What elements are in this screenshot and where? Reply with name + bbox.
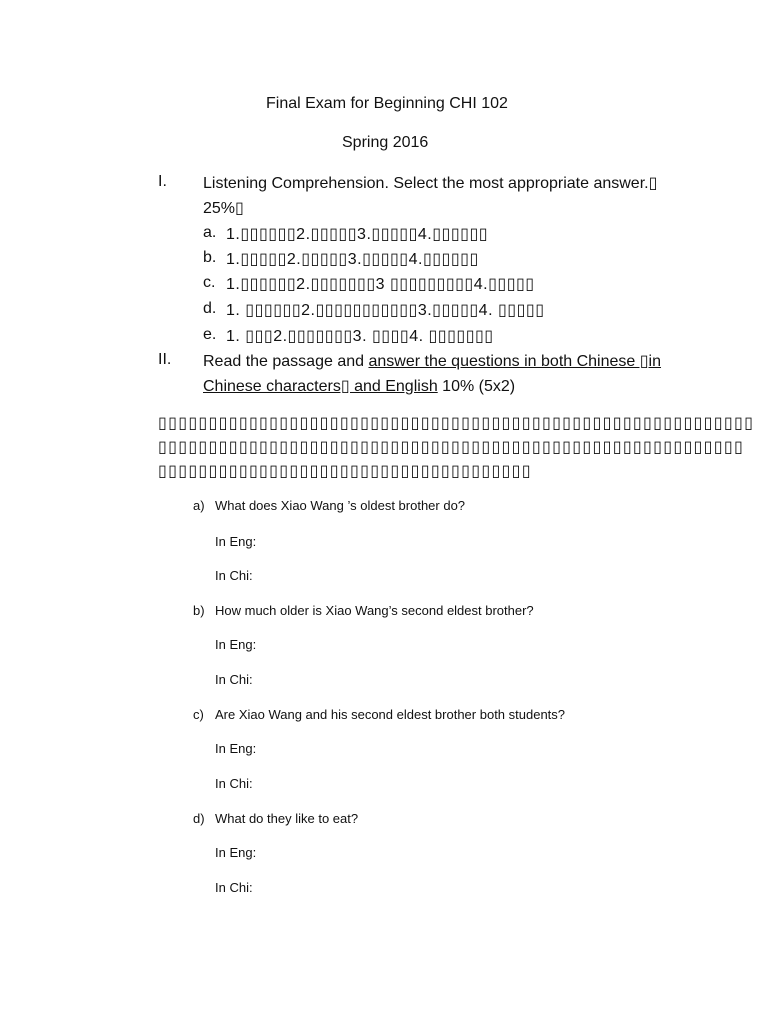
exam-term: Spring 2016: [342, 134, 429, 151]
question-text: Are Xiao Wang and his second eldest brother both students?: [215, 707, 566, 722]
question-letter: b): [193, 603, 205, 618]
mc-item-text: 1. ▯▯▯2.▯▯▯▯▯▯▯3. ▯▯▯▯4. ▯▯▯▯▯▯▯: [226, 328, 494, 345]
mc-item-letter: e.: [203, 326, 217, 343]
question-text: What do they like to eat?: [215, 811, 359, 826]
exam-title: Final Exam for Beginning CHI 102: [266, 95, 508, 112]
section-1-heading-cont: 25%▯: [203, 200, 244, 217]
question-text: How much older is Xiao Wang’s second eldest brother?: [215, 603, 534, 618]
answer-eng-label: In Eng:: [215, 845, 257, 860]
section-1-heading: Listening Comprehension. Select the most appropriate answer.▯: [203, 175, 658, 192]
answer-chi-label: In Chi:: [215, 672, 253, 687]
question-letter: d): [193, 811, 205, 826]
mc-item-text: 1.▯▯▯▯▯2.▯▯▯▯▯3.▯▯▯▯▯4.▯▯▯▯▯▯: [226, 251, 479, 268]
passage-line: ▯▯▯▯▯▯▯▯▯▯▯▯▯▯▯▯▯▯▯▯▯▯▯▯▯▯▯▯▯▯▯▯▯▯▯▯▯▯▯▯▯▯▯▯▯▯▯▯▯▯▯▯▯▯▯▯▯▯▯: [158, 415, 755, 432]
mc-item-text: 1.▯▯▯▯▯▯2.▯▯▯▯▯▯▯3 ▯▯▯▯▯▯▯▯▯4.▯▯▯▯▯: [226, 276, 535, 293]
section-2-heading-plain: Read the passage and: [203, 353, 369, 370]
section-2-heading: [203, 351, 661, 371]
mc-item-letter: c.: [203, 274, 216, 291]
passage-line: ▯▯▯▯▯▯▯▯▯▯▯▯▯▯▯▯▯▯▯▯▯▯▯▯▯▯▯▯▯▯▯▯▯▯▯▯▯: [158, 463, 532, 480]
question-letter: c): [193, 707, 204, 722]
section-1-number: I.: [158, 173, 167, 190]
section-2-points: 10% (5x2): [437, 378, 516, 395]
question-text: What does Xiao Wang ’s oldest brother do?: [215, 498, 466, 513]
passage-line: ▯▯▯▯▯▯▯▯▯▯▯▯▯▯▯▯▯▯▯▯▯▯▯▯▯▯▯▯▯▯▯▯▯▯▯▯▯▯▯▯▯▯▯▯▯▯▯▯▯▯▯▯▯▯▯▯▯▯: [158, 439, 745, 456]
answer-eng-label: In Eng:: [215, 534, 257, 549]
section-2-number: II.: [158, 351, 172, 368]
mc-item-text: 1.▯▯▯▯▯▯2.▯▯▯▯▯3.▯▯▯▯▯4.▯▯▯▯▯▯: [226, 226, 489, 243]
section-2-heading-underlined: answer the questions in both Chinese ▯in: [368, 353, 662, 370]
answer-eng-label: In Eng:: [215, 637, 257, 652]
answer-chi-label: In Chi:: [215, 776, 253, 791]
section-2-heading-cont: [203, 376, 515, 396]
mc-item-text: 1. ▯▯▯▯▯▯2.▯▯▯▯▯▯▯▯▯▯▯3.▯▯▯▯▯4. ▯▯▯▯▯: [226, 302, 545, 319]
answer-chi-label: In Chi:: [215, 568, 253, 583]
mc-item-letter: a.: [203, 224, 217, 241]
question-letter: a): [193, 498, 205, 513]
answer-eng-label: In Eng:: [215, 741, 257, 756]
section-2-heading-underlined-cont: Chinese characters▯ and English: [203, 378, 438, 395]
mc-item-letter: b.: [203, 249, 217, 266]
mc-item-letter: d.: [203, 300, 217, 317]
answer-chi-label: In Chi:: [215, 880, 253, 895]
